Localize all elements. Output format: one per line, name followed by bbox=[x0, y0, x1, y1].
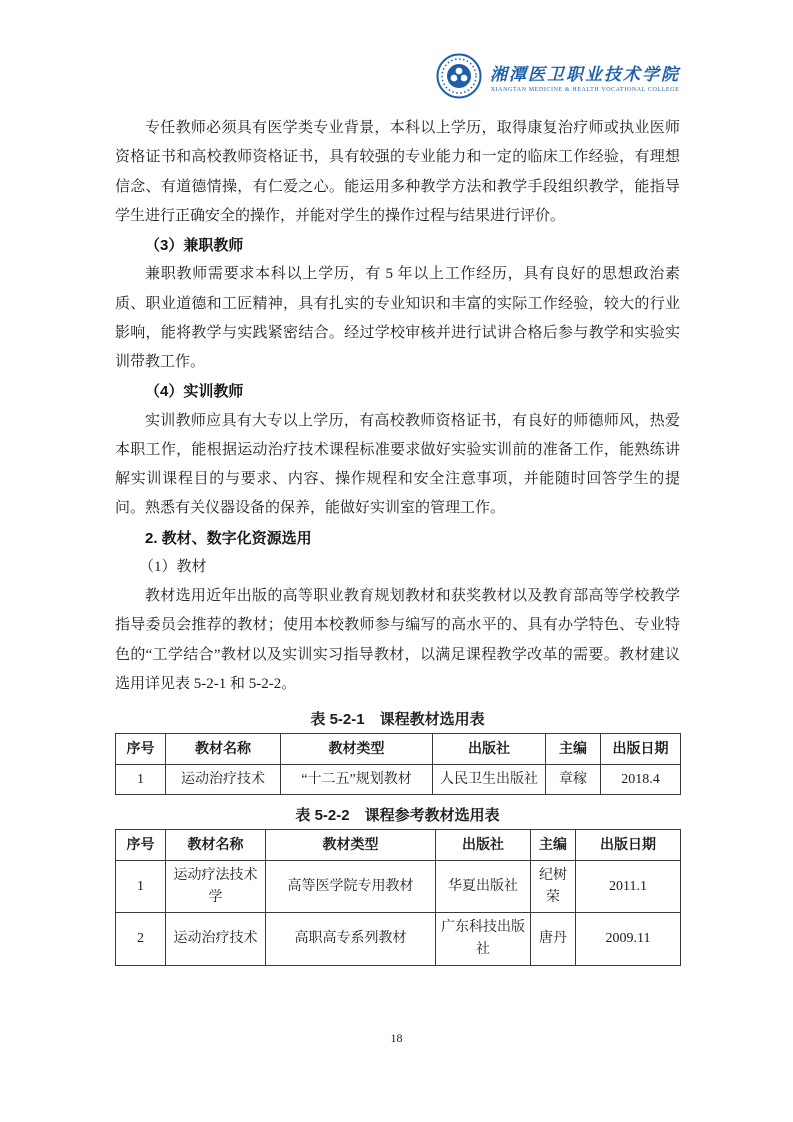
cell-date: 2009.11 bbox=[576, 913, 681, 965]
column-header-seq: 序号 bbox=[116, 734, 166, 765]
column-header-publisher: 出版社 bbox=[433, 734, 546, 765]
column-header-seq: 序号 bbox=[116, 830, 166, 861]
college-emblem-icon bbox=[436, 53, 482, 99]
cell-seq: 1 bbox=[116, 764, 166, 795]
table-row bbox=[116, 913, 681, 965]
cell-name: 运动治疗技术 bbox=[166, 913, 266, 965]
heading-training-teachers: （4）实训教师 bbox=[145, 383, 244, 401]
table-reference-textbooks bbox=[115, 829, 681, 965]
cell-type: 高职高专系列教材 bbox=[266, 913, 436, 965]
cell-date: 2011.1 bbox=[576, 861, 681, 913]
column-header-name: 教材名称 bbox=[166, 734, 281, 765]
table-course-textbooks bbox=[115, 733, 681, 795]
college-name-en: XIANGTAN MEDICINE & HEALTH VOCATIONAL COLLEGE bbox=[490, 86, 680, 93]
column-header-date: 出版日期 bbox=[576, 830, 681, 861]
paragraph-training-teachers: 实训教师应具有大专以上学历，有高校教师资格证书，有良好的师德师风，热爱本职工作，能根据运动治疗技术课程标准要求做好实验实训前的准备工作，能熟练讲解实训课程目的与要求、内容、操作规程和安全注意事项，并能随时回答学生的提问。熟悉有关仪器设备的保养，能做好实训室的管理工作。 bbox=[115, 412, 680, 517]
paragraph-part-time-teachers: 兼职教师需要求本科以上学历，有 5 年以上工作经历，具有良好的思想政治素质、职业道德和工匠精神，具有扎实的专业知识和丰富的实际工作经验，较大的行业影响，能将教学与实践紧密结合。经过学校审核并进行试讲合格后参与教学和实验实训带教工作。 bbox=[115, 266, 680, 370]
paragraph-textbook-selection: 教材选用近年出版的高等职业教育规划教材和获奖教材以及教育部高等学校教学指导委员会推荐的教材；使用本校教师参与编写的高水平的、具有办学特色、专业特色的“工学结合”教材以及实训实习指导教材，以满足课程教学改革的需要。教材建议选用详见表 5-2-1 和 5-2-2。 bbox=[115, 588, 680, 692]
column-header-date: 出版日期 bbox=[601, 734, 681, 765]
table1-header-row bbox=[116, 734, 681, 765]
table-row bbox=[116, 861, 681, 913]
page-header bbox=[115, 50, 680, 102]
cell-editor: 纪树荣 bbox=[531, 861, 576, 913]
column-header-editor: 主编 bbox=[546, 734, 601, 765]
cell-seq: 1 bbox=[116, 861, 166, 913]
cell-publisher: 人民卫生出版社 bbox=[433, 764, 546, 795]
column-header-type: 教材类型 bbox=[266, 830, 436, 861]
heading-part-time-teachers: （3）兼职教师 bbox=[145, 237, 244, 254]
table1-caption: 表 5-2-1 课程教材选用表 bbox=[310, 711, 485, 728]
column-header-editor: 主编 bbox=[531, 830, 576, 861]
cell-name: 运动治疗技术 bbox=[166, 764, 281, 795]
cell-date: 2018.4 bbox=[601, 764, 681, 795]
cell-name: 运动疗法技术学 bbox=[166, 861, 266, 913]
cell-seq: 2 bbox=[116, 913, 166, 965]
column-header-name: 教材名称 bbox=[166, 830, 266, 861]
column-header-type: 教材类型 bbox=[281, 734, 433, 765]
cell-editor: 章稼 bbox=[546, 764, 601, 795]
heading-teaching-materials: 2. 教材、数字化资源选用 bbox=[145, 529, 312, 547]
table-row bbox=[116, 764, 681, 795]
cell-type: 高等医学院专用教材 bbox=[266, 861, 436, 913]
college-logo bbox=[490, 60, 680, 93]
table2-header-row bbox=[116, 830, 681, 861]
cell-publisher: 华夏出版社 bbox=[436, 861, 531, 913]
cell-publisher: 广东科技出版社 bbox=[436, 913, 531, 965]
subheading-textbook: （1）教材 bbox=[139, 558, 207, 575]
paragraph-full-time-teachers: 专任教师必须具有医学类专业背景，本科以上学历，取得康复治疗师或执业医师资格证书和高校教师资格证书，具有较强的专业能力和一定的临床工作经验，有理想信念、有道德情操，有仁爱之心。能运用多种教学方法和教学手段组织教学，能指导学生进行正确安全的操作，并能对学生的操作过程与结果进行评价。 bbox=[115, 120, 680, 224]
college-name-zh: 湘潭医卫职业技术学院 bbox=[490, 64, 680, 85]
column-header-publisher: 出版社 bbox=[436, 830, 531, 861]
page-number: 18 bbox=[390, 1031, 403, 1045]
cell-editor: 唐丹 bbox=[531, 913, 576, 965]
cell-type: “十二五”规划教材 bbox=[281, 764, 433, 795]
table2-caption: 表 5-2-2 课程参考教材选用表 bbox=[295, 807, 500, 825]
